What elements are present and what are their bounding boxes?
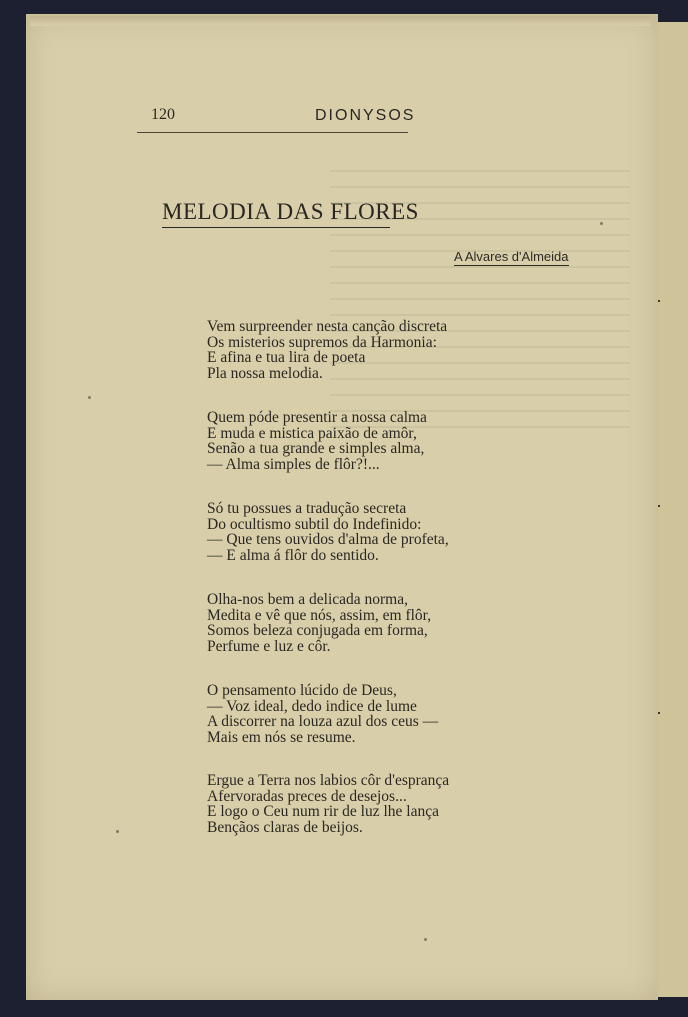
verse-line: Ergue a Terra nos labios côr d'esprança [207, 772, 450, 789]
verse-line: Afervoradas preces de desejos... [207, 787, 407, 805]
verse-line: E afina e tua lira de poeta [207, 349, 366, 367]
verse-line: Perfume e luz e côr. [207, 637, 331, 655]
verse-line: — Voz ideal, dedo indice de lume [207, 697, 417, 715]
verse-line: Senão a tua grande e simples alma, [207, 440, 425, 458]
verse-line: E muda e mistica paixão de amôr, [207, 424, 417, 442]
page-top-edge [30, 16, 650, 26]
verse-line: A discorrer na louza azul dos ceus — [207, 713, 439, 731]
verse-line: E logo o Ceu num rir de luz lhe lança [207, 803, 440, 821]
stanza [207, 592, 431, 654]
stanza [207, 501, 449, 563]
paper-speck [116, 830, 119, 833]
running-title: DIONYSOS [315, 107, 416, 124]
page-number: 120 [151, 106, 175, 123]
stanza [207, 773, 449, 835]
stanza [207, 319, 447, 381]
verse-line: O pensamento lúcido de Deus, [207, 682, 397, 699]
verse-line: Bençãos claras de beijos. [207, 818, 363, 836]
verse-line: Do ocultismo subtil do Indefinido: [207, 515, 422, 533]
paper-speck [88, 396, 91, 399]
verse-line: Vem surpreender nesta canção discreta [207, 318, 448, 335]
verse-line: Somos beleza conjugada em forma, [207, 622, 428, 640]
paper-speck [424, 938, 427, 941]
stanza [207, 410, 427, 472]
paper-speck [600, 222, 603, 225]
poem-title: MELODIA DAS FLORES [162, 199, 390, 228]
verse-line: Medita e vê que nós, assim, em flôr, [207, 606, 432, 624]
poem-dedication: A Alvares d'Almeida [454, 249, 569, 264]
verse-line: Olha-nos bem a delicada norma, [207, 591, 408, 608]
verse-line: Quem póde presentir a nossa calma [207, 409, 427, 426]
running-header [137, 106, 416, 133]
verse-line: Mais em nós se resume. [207, 728, 356, 746]
verse-line: Pla nossa melodia. [207, 364, 323, 382]
verse-line: — Alma simples de flôr?!... [207, 455, 380, 473]
verse-line: Os misterios supremos da Harmonia: [207, 333, 437, 351]
verse-line: — Que tens ouvidos d'alma de profeta, [207, 531, 449, 549]
verse-line: Só tu possues a tradução secreta [207, 500, 407, 517]
stanza [207, 683, 438, 745]
verse-line: — E alma á flôr do sentido. [207, 546, 379, 564]
